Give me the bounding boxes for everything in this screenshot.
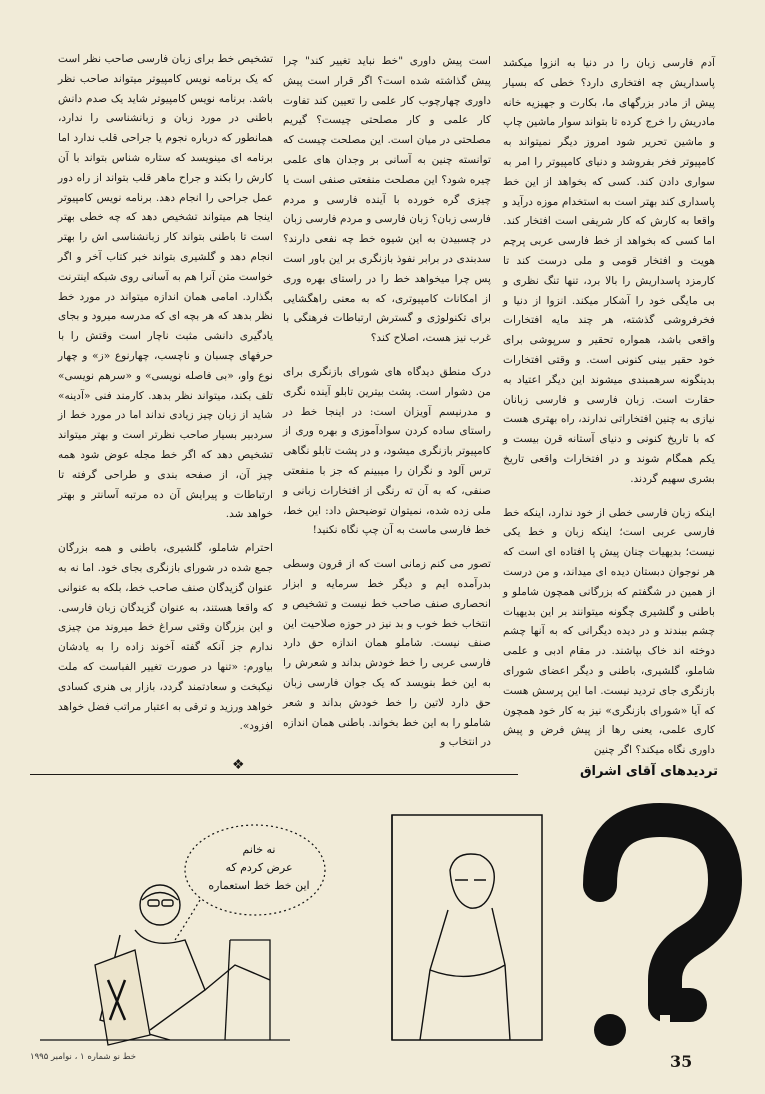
article-column-right	[503, 54, 715, 761]
paragraph: تصور می کنم زمانی است که از قرون وسطی بدرآمده ایم و دیگر خط سرمایه و ابزار انحصاری صنف صاحب خط نیست و تشخیص و انتخاب خط خوب و بد نیز در حوزه صلاحیت این صنف نیست. شاملو همان اندازه حق دارد فارسی عربی را خط خودش بداند و شعرش را به این خط بنویسد که یک جوان فارسی زبان حق دارد لاتین را خط خودش بداند و شعر شاملو را به این خط بخواند. باطنی همان اندازه در انتخاب و	[283, 558, 491, 749]
paragraph: احترام شاملو، گلشیری، باطنی و همه بزرگان جمع شده در شورای بازنگری بجای خود. اما نه به عنوان گزیدگان صنف صاحب خط، بلکه به عنوانی که واقعا هستند، به عنوان گزیدگان زبان فارسی. و این بزرگان وقتی سراغ خط میروند من چیزی ندارم جز آنکه گفته آخوند زاده را به یادشان بیاورم: «تنها در صورت تغییر الفباست که ملت نیکبخت و سعادتمند گردد، بازار بی هنری کسادی خواهد ورزید و ترقی به اعتبار مراتب فضل خواهد افزود».	[58, 542, 273, 733]
section-divider	[30, 774, 518, 775]
issue-footer: خط نو شماره ۱ ، نوامبر ۱۹۹۵	[30, 1052, 136, 1062]
paragraph: درک منطق دیدگاه های شورای بازنگری برای من دشوار است. پشت بیترین تابلو آینده نگری و مدرنیسم آویزان است: در اینجا خط در راستای ساده کردن سوادآموزی و بهره وری از کامپیوتر بازنگری میشود، و در پشت تابلو نگاهی ترس آلود و نگران را میبینم که جز با منفعتی صنفی، که به آن ته رنگی از افتخارات زبانی و ملی زده شده، نمیتوان توضیحش داد: این خط، خط فارسی ماست به آن چپ نگاه نکنید!	[283, 365, 491, 537]
paragraph: آدم فارسی زبان را در دنیا به انزوا میکشد پاسداریش چه افتخاری دارد؟ خطی که بسیار پیش از مادر بزرگهای ما، بکارت و جهیزیه خانه مادریش را خرج کرده تا بتواند سوار ماشین چاپ و ماشین تحریر شود امروز دیگر نمیتواند به کامپیوتر فخر بفروشد و دنیای کامپیوتر را امر به سواری دادن کند. کسی که بخواهد از این خط پاسداری کند بهتر است به استخدام موزه درآید و واقعا به کارش که کار شریفی است افتخار کند. اما کسی که بخواهد از خط فارسی عربی پرچم هویت و افتخار قومی و ملی درست کند تا کارمزد پاسداریش را بالا برد، تنها تنگ نظری و بی مایگی خود را آشکار میکند. انزوا از دنیا و فخرفروشی گذشته، هر چند مایه افتخارات واقعی باشد، همواره تحقیر و سرپوشی برای خود حقیر بینی کنونی است. و وقتی افتخارات بدینگونه سرهمبندی میشوند این دیگر اعتیاد به حقارت است. زبان فارسی و فارسی زبانان نیازی به چنین افتخاراتی ندارند، راه بهتری هست که با تاریخ کنونی و دنیای آستانه قرن بیست و یکم همگام شوند و در افتخارات واقعی تاریخ بشری سهیم گردند.	[503, 57, 715, 485]
cartoon-illustration	[0, 790, 765, 1050]
article-column-left	[58, 50, 273, 737]
chair-icon	[40, 940, 290, 1040]
speech-bubble-tail	[175, 900, 200, 940]
page-number: 35	[670, 1052, 693, 1071]
bubble-line: عرض کردم که	[225, 861, 293, 874]
article-column-middle	[283, 52, 491, 753]
doorway-frame	[392, 815, 542, 1040]
newspaper-icon	[95, 950, 150, 1045]
speech-bubble-text	[208, 841, 310, 895]
paragraph: تشخیص خط برای زبان فارسی صاحب نظر است که یک برنامه نویس کامپیوتر میتواند صاحب نظر باشد. برنامه نویس کامپیوتر شاید یک صدم دانش باطنی در مورد زبان و زبانشناسی را ندارد، همانطور که درباره نجوم یا جراحی قلب ندارد اما برنامه ای مینویسد که ستاره شناس بتواند با آن کارش را بکند و جراح ماهر قلب بتواند از راه دور عمل جراحی را انجام دهد. برنامه نویس کامپیوتر اینجا هم میتواند تشخیص دهد که چه خطی بهتر است تا باطنی بتواند کار زبانشناسی اش را بهتر انجام دهد و گلشیری بتواند خبر کتاب آخر و اگر خواست متن آنرا هم به آسانی روی شبکه اینترنت بگذارد. امامی همان اندازه میتواند در مورد خط نظر بدهد که هر بچه ای که مدرسه میرود و بجای یادگیری دانشی مثبت ناچار است وقتش را با حرفهای چسبان و ناچسب، چهارنوع «ز» و چهار نوع واو، «بی فاصله نویسی» و «سرهم نویسی» تلف بکند، میتواند نظر بدهد. کارمند فنی «آدینه» شاید از زبان چیز زیادی نداند اما در مورد خط از سردبیر بسیار صاحب نظرتر است و بهتر میتواند تشخیص دهد که اگر خط مجله عوض شود همه چیز آن، از صفحه بندی و طراحی گرفته تا ارتباطات و پیرایش آن ده مرتبه آسانتر و بهتر خواهد شد.	[58, 53, 273, 521]
bubble-line: نه خانم	[242, 843, 276, 856]
end-ornament-icon: ❖	[232, 757, 245, 773]
paragraph: است پیش داوری "خط نباید تغییر کند" چرا پیش گذاشته شده است؟ اگر قرار است پیش داوری چهارچوب کار علمی را تعیین کند تفاوت کار علمی و کار مصلحتی چیست؟ گیریم مصلحتی در میان است. این مصلحت چیست که توانسته چنین به آسانی بر وجدان های علمی چیره شود؟ این مصلحت منفعتی صنفی است یا چیزی گره خورده با آینده فارسی و مردم فارسی زبان؟ زبان فارسی و مردم فارسی زبان در چسبیدن به این شیوه خط چه نفعی دارند؟ سدبندی در برابر نفوذ بازنگری بر این باور است پس چرا میخواهد خط را در راستای بهره وری از امکانات کامپیوتری، که به معنی راهگشایی برای تکنولوژی و گسترش ارتباطات فرهنگی با غرب نیز هست، اصلاح کند؟	[283, 55, 491, 345]
paragraph: اینکه زبان فارسی خطی از خود ندارد، اینکه خط فارسی عربی است؛ اینکه زبان و خط یکی نیست؛ بدیهیات چنان پیش پا افتاده ای است که هر نوجوان دبستان دیده ای میداند، و من درست از همین در شگفتم که بزرگانی همچون شاملو و باطنی و گلشیری چگونه میتوانند بر این بدیهیات چشم ببندند و در دیده دیگرانی که به آنها چشم دوخته اند خاک بپاشند. در مقام ادبی و علمی شاملو، گلشیری، باطنی و دیگر اعضای شورای بازنگری جای تردید نیست. اما این پرسش هست که آیا «شورای بازنگری» نیز به کار خود همچون کاری علمی، یعنی رها از پیش فرض و پیش داوری نگاه میکند؟ اگر چنین	[503, 506, 715, 757]
woman-figure	[420, 854, 510, 1040]
question-mark-icon	[594, 820, 725, 1046]
section-title: تردیدهای آقای اشراق	[579, 764, 718, 779]
bubble-line: این خط خط استعماره	[208, 879, 310, 892]
